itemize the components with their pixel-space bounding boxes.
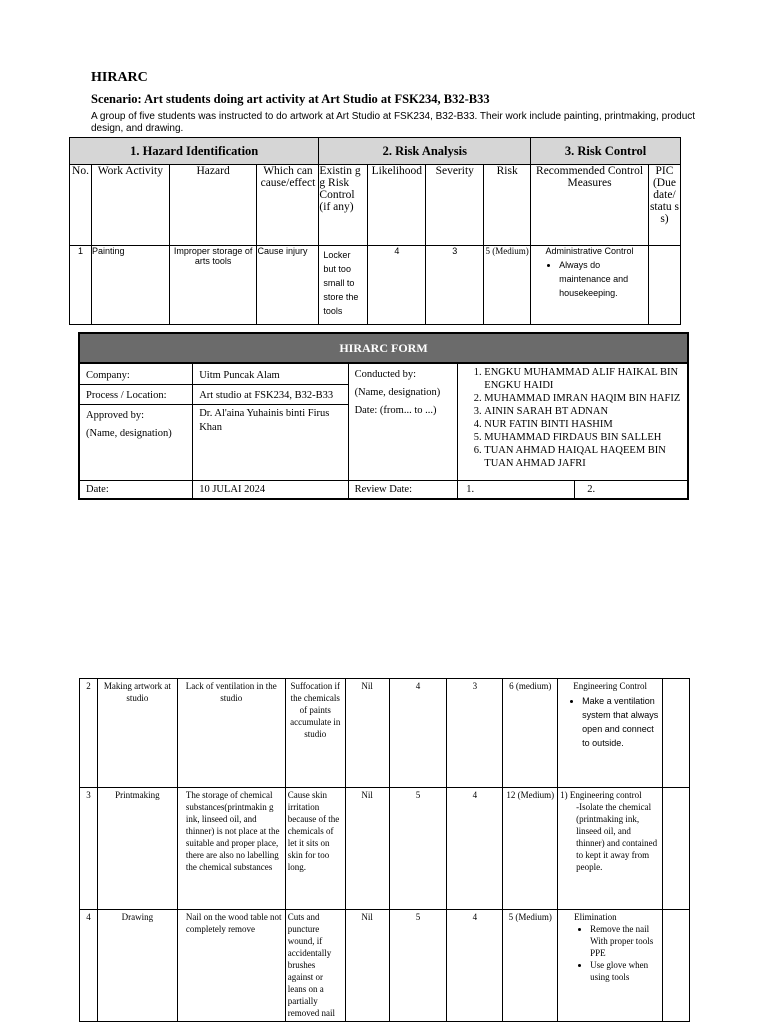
col-cause: Which can cause/effect [257, 165, 319, 246]
row-work: Making artwork at studio [97, 679, 177, 788]
section-risk-analysis: 2. Risk Analysis [319, 138, 531, 165]
row-no: 3 [80, 788, 98, 910]
members-cell [458, 363, 688, 481]
hazard-table-continued [79, 678, 690, 1022]
col-recommended: Recommended Control Measures [531, 165, 649, 246]
row-cause: Suffocation if the chemicals of paints accumulate in studio [285, 679, 345, 788]
row-cause: Cause skin irritation because of the chemicals of let it sits on skin for too long. [285, 788, 345, 910]
row-no: 2 [80, 679, 98, 788]
row-existing: Nil [345, 679, 389, 788]
row-existing: Nil [345, 910, 389, 1022]
row-severity: 3 [447, 679, 503, 788]
control-item: • Make a ventilation system that always open and connect to outside. [582, 694, 660, 750]
conducted-label: Conducted by: [354, 369, 417, 380]
date-range-label: Date: (from... to ...) [354, 405, 437, 416]
row-pic [663, 679, 690, 788]
row-work: Painting [91, 246, 169, 325]
col-work-activity: Work Activity [91, 165, 169, 246]
section-hazard-identification: 1. Hazard Identification [70, 138, 319, 165]
row-risk: 5 (Medium) [484, 246, 531, 325]
table-row [80, 910, 690, 1022]
row-existing: Nil [345, 788, 389, 910]
scenario-heading: Scenario: Art students doing art activity at Art Studio at FSK234, B32-B33 [91, 92, 490, 106]
control-title: 1) Engineering control [560, 790, 642, 800]
row-control [558, 910, 663, 1022]
form-heading: HIRARC FORM [79, 333, 688, 363]
approved-cell [79, 405, 193, 481]
approved-sub: (Name, designation) [86, 428, 172, 439]
member: 3. AININ SARAH BT ADNAN [484, 405, 681, 418]
row-cause: Cuts and puncture wound, if accidentally brushes against or leans on a partially removed nail [285, 910, 345, 1022]
approved-value: Dr. Al'aina Yuhainis binti Firus Khan [193, 405, 348, 481]
member: 4. NUR FATIN BINTI HASHIM [484, 418, 681, 431]
row-no: 4 [80, 910, 98, 1022]
row-hazard: Nail on the wood table not completely remove [177, 910, 285, 1022]
row-risk: 6 (medium) [503, 679, 558, 788]
control-title: Elimination [574, 912, 617, 922]
row-control [558, 679, 663, 788]
member: 1. ENGKU MUHAMMAD ALIF HAIKAL BIN ENGKU HAIDI [484, 366, 681, 392]
row-work: Printmaking [97, 788, 177, 910]
process-value: Art studio at FSK234, B32-B33 [193, 385, 348, 405]
col-hazard: Hazard [169, 165, 257, 246]
review-date-1: 1. [458, 481, 575, 498]
conducted-cell [348, 363, 458, 481]
col-severity: Severity [426, 165, 484, 246]
table-row [70, 246, 681, 325]
col-risk: Risk [484, 165, 531, 246]
control-item: • Use glove when using tools [590, 959, 660, 983]
row-pic [663, 788, 690, 910]
member-list [464, 366, 681, 470]
col-existing-control: Existin g g Risk Control (if any) [319, 165, 368, 246]
review-label: Review Date: [348, 481, 458, 500]
company-label: Company: [79, 363, 193, 385]
hazard-table [69, 137, 681, 325]
control-item: • Remove the nail With proper tools [590, 923, 660, 947]
col-no: No. [70, 165, 92, 246]
review-date-2: 2. [587, 484, 596, 495]
col-pic: PIC (Due date/ statu s s) [648, 165, 680, 246]
row-hazard: The storage of chemical substances(printmakin g ink, linseed oil, and thinner) is not place at the suitable and proper place, there are also no labelling the chemical substances [177, 788, 285, 910]
row-pic [648, 246, 680, 325]
row-risk: 12 (Medium) [503, 788, 558, 910]
row-likelihood: 4 [389, 679, 447, 788]
row-hazard: Lack of ventilation in the studio [177, 679, 285, 788]
process-label: Process / Location: [79, 385, 193, 405]
conducted-sub: (Name, designation) [354, 387, 441, 398]
control-item: • Always do maintenance and housekeeping. [559, 258, 648, 300]
row-existing: Locker but too small to store the tools [319, 246, 368, 325]
section-risk-control: 3. Risk Control [531, 138, 681, 165]
row-control [531, 246, 649, 325]
scenario-description: A group of five students was instructed to do artwork at Art Studio at FSK234, B32-B33. Their work include painting, printmaking, product design, and drawing. [91, 111, 696, 134]
row-likelihood: 5 [389, 910, 447, 1022]
row-hazard: Improper storage of arts tools [169, 246, 257, 325]
row-likelihood: 5 [389, 788, 447, 910]
row-risk: 5 (Medium) [503, 910, 558, 1022]
table-row [80, 788, 690, 910]
col-likelihood: Likelihood [368, 165, 426, 246]
member: 5. MUHAMMAD FIRDAUS BIN SALLEH [484, 431, 681, 444]
approved-label: Approved by: [86, 410, 145, 421]
member: 2. MUHAMMAD IMRAN HAQIM BIN HAFIZ [484, 392, 681, 405]
row-pic [663, 910, 690, 1022]
table-row [80, 679, 690, 788]
row-cause: Cause injury [257, 246, 319, 325]
row-severity: 4 [447, 910, 503, 1022]
control-title: Engineering Control [573, 681, 647, 691]
hirarc-form [78, 332, 689, 500]
company-value: Uitm Puncak Alam [193, 363, 348, 385]
page-title: HIRARC [91, 70, 148, 85]
row-severity: 4 [447, 788, 503, 910]
control-title: Administrative Control [545, 246, 634, 256]
row-likelihood: 4 [368, 246, 426, 325]
date-value: 10 JULAI 2024 [193, 481, 348, 500]
row-severity: 3 [426, 246, 484, 325]
member: 6. TUAN AHMAD HAIQAL HAQEEM BIN TUAN AHMAD JAFRI [484, 444, 681, 470]
row-work: Drawing [97, 910, 177, 1022]
review-dates [458, 481, 688, 500]
control-ppe: PPE [590, 948, 606, 958]
date-label: Date: [79, 481, 193, 500]
row-control [558, 788, 663, 910]
row-no: 1 [70, 246, 92, 325]
control-text: -Isolate the chemical (printmaking ink, linseed oil, and thinner) and contained to kept it away from people. [576, 802, 658, 872]
